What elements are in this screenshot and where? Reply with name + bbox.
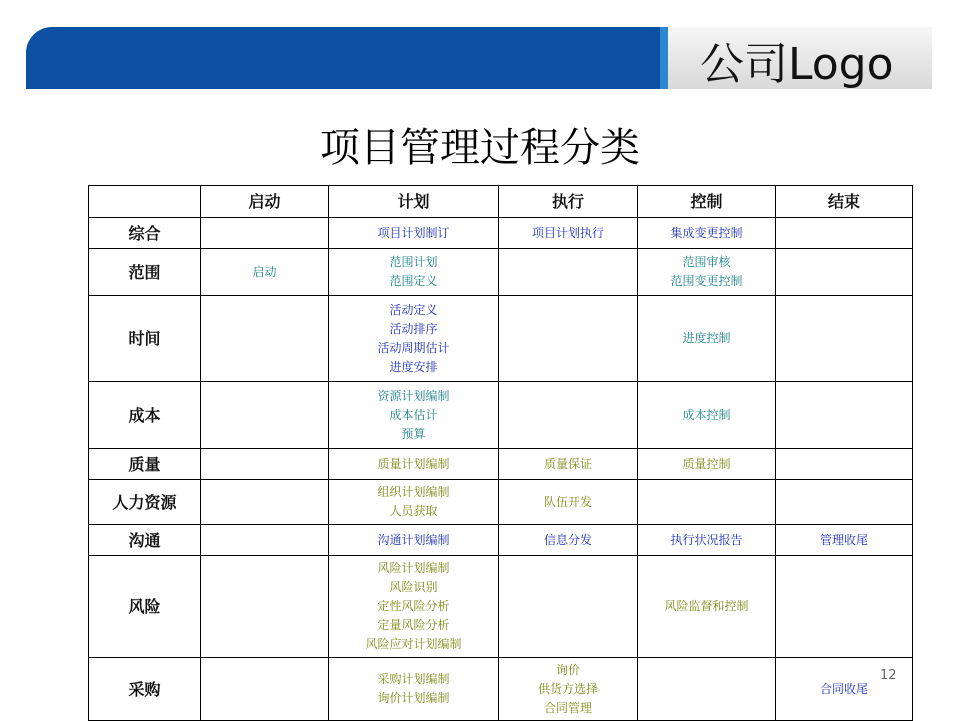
column-header-planning: 计划 xyxy=(329,186,499,218)
process-table xyxy=(88,185,913,721)
table-cell-initiating xyxy=(201,480,329,525)
table-row xyxy=(89,382,913,449)
table-row xyxy=(89,218,913,249)
company-logo: 公司Logo xyxy=(700,39,894,90)
column-header-executing: 执行 xyxy=(499,186,638,218)
table-cell-controlling xyxy=(638,658,776,721)
process-item: 进度控制 xyxy=(682,331,731,345)
table-cell-controlling xyxy=(638,480,776,525)
table-cell-controlling xyxy=(638,525,776,556)
table-corner-cell xyxy=(89,186,201,218)
table-cell-executing xyxy=(499,382,638,449)
process-item: 范围计划 xyxy=(389,255,438,269)
process-item: 成本估计 xyxy=(389,407,438,422)
table-cell-planning xyxy=(329,449,499,480)
table-row xyxy=(89,658,913,721)
process-item: 供货方选择 xyxy=(537,681,598,696)
table-cell-executing xyxy=(499,658,638,721)
table-cell-planning xyxy=(329,382,499,449)
process-item: 信息分发 xyxy=(543,532,592,547)
header-banner xyxy=(26,27,660,89)
process-item: 质量保证 xyxy=(543,456,592,471)
table-cell-executing xyxy=(499,249,638,296)
process-item: 定量风险分析 xyxy=(377,618,450,632)
process-item: 组织计划编制 xyxy=(377,485,450,499)
table-cell-closing xyxy=(776,449,913,480)
table-row xyxy=(89,480,913,525)
table-cell-closing xyxy=(776,658,913,721)
process-item: 启动 xyxy=(252,264,277,279)
process-item: 范围变更控制 xyxy=(670,274,743,288)
process-item: 活动定义 xyxy=(389,302,438,317)
process-item: 范围审核 xyxy=(682,255,731,269)
table-cell-initiating xyxy=(201,449,329,480)
table-row xyxy=(89,556,913,658)
column-header-closing: 结束 xyxy=(776,186,913,218)
table-cell-initiating xyxy=(201,296,329,382)
process-item: 活动排序 xyxy=(389,321,438,336)
table-cell-controlling xyxy=(638,556,776,658)
process-item: 队伍开发 xyxy=(543,494,592,509)
process-item: 质量计划编制 xyxy=(377,456,450,471)
process-item: 质量控制 xyxy=(682,456,731,471)
process-item: 合同管理 xyxy=(543,700,592,715)
table-cell-closing xyxy=(776,480,913,525)
row-header: 时间 xyxy=(89,296,201,382)
process-item: 项目计划制订 xyxy=(377,225,450,240)
process-item: 集成变更控制 xyxy=(670,225,743,240)
table-row xyxy=(89,296,913,382)
table-cell-controlling xyxy=(638,249,776,296)
process-item: 管理收尾 xyxy=(819,532,868,547)
table-cell-initiating xyxy=(201,525,329,556)
table-cell-closing xyxy=(776,249,913,296)
table-cell-planning xyxy=(329,658,499,721)
table-cell-closing xyxy=(776,296,913,382)
table-cell-planning xyxy=(329,480,499,525)
process-item: 成本控制 xyxy=(682,407,731,422)
row-header: 范围 xyxy=(89,249,201,296)
process-item: 执行状况报告 xyxy=(670,532,743,547)
column-header-initiating: 启动 xyxy=(201,186,329,218)
process-item: 人员获取 xyxy=(389,504,438,518)
table-cell-initiating xyxy=(201,658,329,721)
row-header: 采购 xyxy=(89,658,201,721)
table-cell-planning xyxy=(329,525,499,556)
table-cell-controlling xyxy=(638,296,776,382)
process-item: 合同收尾 xyxy=(819,681,868,696)
process-item: 范围定义 xyxy=(389,274,438,288)
process-item: 询价 xyxy=(555,662,580,677)
table-cell-closing xyxy=(776,218,913,249)
table-cell-initiating xyxy=(201,249,329,296)
row-header: 质量 xyxy=(89,449,201,480)
process-item: 进度安排 xyxy=(389,359,438,374)
table-cell-closing xyxy=(776,556,913,658)
table-cell-controlling xyxy=(638,218,776,249)
table-cell-controlling xyxy=(638,382,776,449)
table-cell-initiating xyxy=(201,218,329,249)
table-cell-executing xyxy=(499,449,638,480)
table-cell-planning xyxy=(329,556,499,658)
process-item: 项目计划执行 xyxy=(531,225,604,240)
row-header: 综合 xyxy=(89,218,201,249)
page-title: 项目管理过程分类 xyxy=(320,125,640,171)
row-header: 风险 xyxy=(89,556,201,658)
table-cell-executing xyxy=(499,556,638,658)
row-header: 人力资源 xyxy=(89,480,201,525)
process-item: 预算 xyxy=(401,426,426,441)
table-cell-executing xyxy=(499,480,638,525)
table-cell-initiating xyxy=(201,382,329,449)
row-header: 沟通 xyxy=(89,525,201,556)
process-item: 风险计划编制 xyxy=(377,561,450,575)
process-item: 沟通计划编制 xyxy=(377,532,450,547)
column-header-controlling: 控制 xyxy=(638,186,776,218)
table-row xyxy=(89,449,913,480)
process-item: 资源计划编制 xyxy=(377,388,450,403)
table-cell-planning xyxy=(329,218,499,249)
table-cell-executing xyxy=(499,218,638,249)
table-cell-controlling xyxy=(638,449,776,480)
row-header: 成本 xyxy=(89,382,201,449)
process-item: 风险识别 xyxy=(389,580,438,594)
process-item: 风险监督和控制 xyxy=(664,599,749,613)
table-row xyxy=(89,525,913,556)
table-cell-executing xyxy=(499,296,638,382)
table-cell-planning xyxy=(329,249,499,296)
process-item: 采购计划编制 xyxy=(377,672,450,686)
table-cell-planning xyxy=(329,296,499,382)
process-item: 定性风险分析 xyxy=(377,599,450,613)
process-item: 活动周期估计 xyxy=(377,340,450,355)
page-number: 12 xyxy=(880,668,897,683)
table-cell-executing xyxy=(499,525,638,556)
process-item: 风险应对计划编制 xyxy=(365,637,462,651)
header-banner-accent xyxy=(660,27,668,89)
process-item: 询价计划编制 xyxy=(377,691,450,705)
table-row xyxy=(89,249,913,296)
table-cell-closing xyxy=(776,525,913,556)
table-cell-initiating xyxy=(201,556,329,658)
table-header-row xyxy=(89,186,913,218)
table-cell-closing xyxy=(776,382,913,449)
table-body xyxy=(89,218,913,721)
